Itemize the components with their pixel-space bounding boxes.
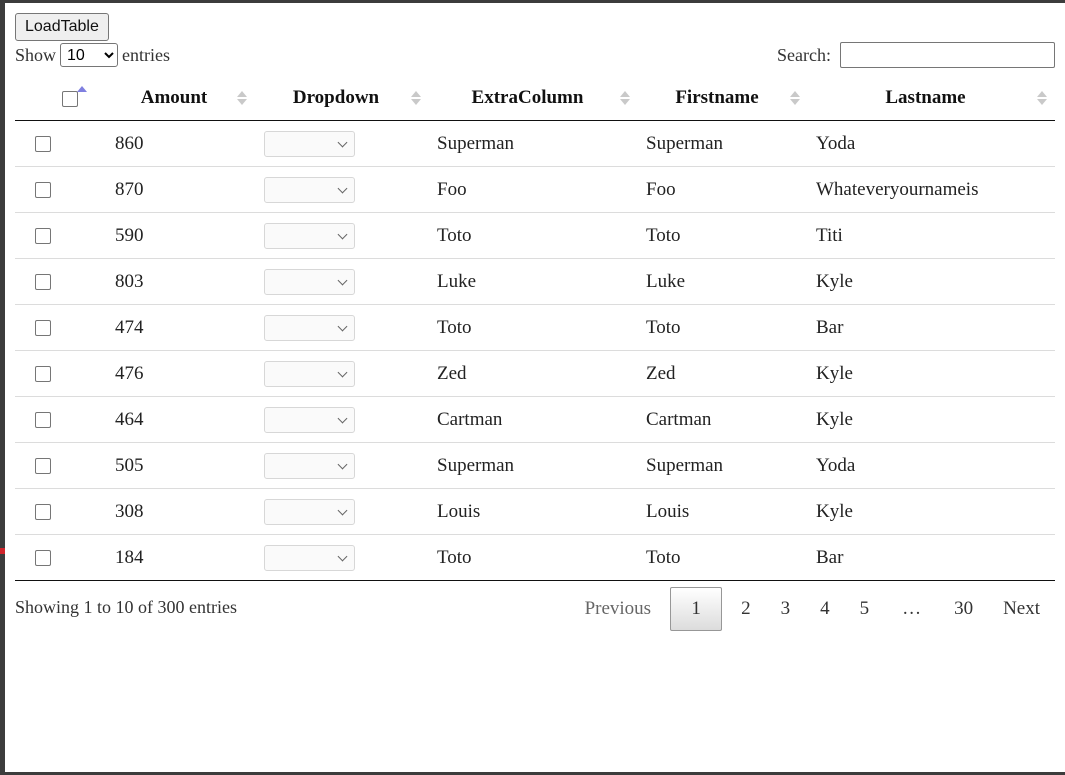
row-select-cell [15,213,105,259]
dropdown-cell [255,121,429,167]
row-checkbox[interactable] [35,412,51,428]
search-label: Search: [777,44,831,65]
amount-cell: 464 [105,397,255,443]
column-header-select[interactable] [15,76,105,121]
table-row [15,259,1055,305]
row-dropdown-select[interactable] [264,269,355,295]
column-header-label: Lastname [885,87,966,108]
data-table [15,76,1055,581]
column-header-lastname[interactable] [808,76,1055,121]
firstname-cell: Superman [638,443,808,489]
row-dropdown-select[interactable] [264,545,355,571]
search-control [777,42,1055,68]
next-page-button[interactable]: Next [1003,598,1040,619]
entries-per-page-select[interactable] [60,43,118,67]
lastname-cell: Kyle [808,397,1055,443]
dropdown-cell [255,213,429,259]
chevron-down-icon [338,413,348,423]
extracolumn-cell: Zed [429,351,638,397]
sort-icon [237,91,247,105]
sort-icon [620,91,630,105]
search-input[interactable] [840,42,1055,68]
row-dropdown-select[interactable] [264,131,355,157]
page-button-2[interactable]: 2 [741,598,751,619]
amount-cell: 184 [105,535,255,581]
lastname-cell: Bar [808,305,1055,351]
extracolumn-cell: Toto [429,305,638,351]
table-header [15,76,1055,121]
pagination-ellipsis: … [902,598,922,619]
page-button-3[interactable]: 3 [780,598,791,619]
row-select-cell [15,351,105,397]
extracolumn-cell: Superman [429,443,638,489]
row-dropdown-select[interactable] [264,315,355,341]
extracolumn-cell: Toto [429,213,638,259]
chevron-down-icon [338,505,348,515]
sort-asc-icon [1037,91,1047,97]
row-dropdown-select[interactable] [264,407,355,433]
page-frame [5,3,1065,772]
page-button-5[interactable]: 5 [859,598,870,619]
lastname-cell: Kyle [808,351,1055,397]
firstname-cell: Superman [638,121,808,167]
extracolumn-cell: Louis [429,489,638,535]
dropdown-cell [255,489,429,535]
column-header-extracolumn[interactable] [429,76,638,121]
sort-desc-icon [411,99,421,105]
table-row [15,535,1055,581]
table-row [15,121,1055,167]
row-select-cell [15,535,105,581]
row-checkbox[interactable] [35,228,51,244]
table-row [15,213,1055,259]
amount-cell: 803 [105,259,255,305]
sort-asc-icon [620,91,630,97]
show-label: Show [15,44,57,65]
column-header-amount[interactable] [105,76,255,121]
column-header-firstname[interactable] [638,76,808,121]
chevron-down-icon [338,275,348,285]
page-button-4[interactable]: 4 [820,598,830,619]
sort-desc-icon [620,99,630,105]
dropdown-cell [255,259,429,305]
amount-cell: 590 [105,213,255,259]
row-checkbox[interactable] [35,274,51,290]
table-row [15,489,1055,535]
extracolumn-cell: Cartman [429,397,638,443]
firstname-cell: Cartman [638,397,808,443]
load-table-button[interactable]: LoadTable [15,13,109,41]
column-header-label: Amount [140,87,208,108]
extracolumn-cell: Toto [429,535,638,581]
column-header-dropdown[interactable] [255,76,429,121]
chevron-down-icon [338,321,348,331]
lastname-cell: Yoda [808,443,1055,489]
table-row [15,351,1055,397]
table-row [15,397,1055,443]
row-checkbox[interactable] [35,136,51,152]
row-checkbox[interactable] [35,182,51,198]
row-dropdown-select[interactable] [264,361,355,387]
chevron-down-icon [338,229,348,239]
row-dropdown-select[interactable] [264,223,355,249]
sort-icon [1037,91,1047,105]
row-select-cell [15,443,105,489]
column-header-label: Firstname [675,87,759,108]
amount-cell: 476 [105,351,255,397]
lastname-cell: Whateveryournameis [808,167,1055,213]
chevron-down-icon [338,183,348,193]
dropdown-cell [255,397,429,443]
length-control [15,43,170,67]
amount-cell: 505 [105,443,255,489]
chevron-down-icon [338,551,348,561]
table-row [15,443,1055,489]
row-select-cell [15,489,105,535]
firstname-cell: Foo [638,167,808,213]
extracolumn-cell: Foo [429,167,638,213]
chevron-down-icon [338,367,348,377]
sort-indicator [77,86,87,92]
firstname-cell: Louis [638,489,808,535]
page-button-30[interactable]: 30 [954,598,974,619]
row-checkbox[interactable] [35,550,51,566]
row-checkbox[interactable] [35,366,51,382]
row-dropdown-select[interactable] [264,177,355,203]
entries-label: entries [122,44,170,65]
amount-cell: 870 [105,167,255,213]
amount-cell: 860 [105,121,255,167]
header-row [15,76,1055,121]
table-row [15,305,1055,351]
dropdown-cell [255,167,429,213]
lastname-cell: Yoda [808,121,1055,167]
pagination [570,587,1055,631]
sort-icon [790,91,800,105]
row-checkbox[interactable] [35,504,51,520]
lastname-cell: Titi [808,213,1055,259]
extracolumn-cell: Superman [429,121,638,167]
dropdown-cell [255,443,429,489]
row-select-cell [15,305,105,351]
sort-asc-icon [790,91,800,97]
previous-page-button[interactable]: Previous [584,598,652,619]
row-dropdown-select[interactable] [264,453,355,479]
dropdown-cell [255,535,429,581]
firstname-cell: Zed [638,351,808,397]
row-select-cell [15,259,105,305]
sort-desc-icon [237,99,247,105]
row-select-cell [15,121,105,167]
lastname-cell: Kyle [808,259,1055,305]
chevron-down-icon [338,459,348,469]
amount-cell: 308 [105,489,255,535]
row-select-cell [15,397,105,443]
row-checkbox[interactable] [35,458,51,474]
column-header-label: ExtraColumn [471,87,584,108]
firstname-cell: Toto [638,213,808,259]
column-header-label: Dropdown [292,87,380,108]
sort-desc-icon [790,99,800,105]
firstname-cell: Toto [638,305,808,351]
dropdown-cell [255,351,429,397]
table-body [15,121,1055,581]
lastname-cell: Kyle [808,489,1055,535]
dropdown-cell [255,305,429,351]
sort-asc-icon [411,91,421,97]
sort-asc-icon [237,91,247,97]
amount-cell: 474 [105,305,255,351]
lastname-cell: Bar [808,535,1055,581]
sort-asc-icon [77,86,87,92]
row-select-cell [15,167,105,213]
table-row [15,167,1055,213]
row-checkbox[interactable] [35,320,51,336]
firstname-cell: Toto [638,535,808,581]
chevron-down-icon [338,137,348,147]
page-button-1[interactable]: 1 [670,587,722,631]
sort-icon [411,91,421,105]
firstname-cell: Luke [638,259,808,305]
table-info: Showing 1 to 10 of 300 entries [15,597,237,617]
select-all-checkbox[interactable] [62,91,78,107]
sort-desc-icon [1037,99,1047,105]
extracolumn-cell: Luke [429,259,638,305]
row-dropdown-select[interactable] [264,499,355,525]
